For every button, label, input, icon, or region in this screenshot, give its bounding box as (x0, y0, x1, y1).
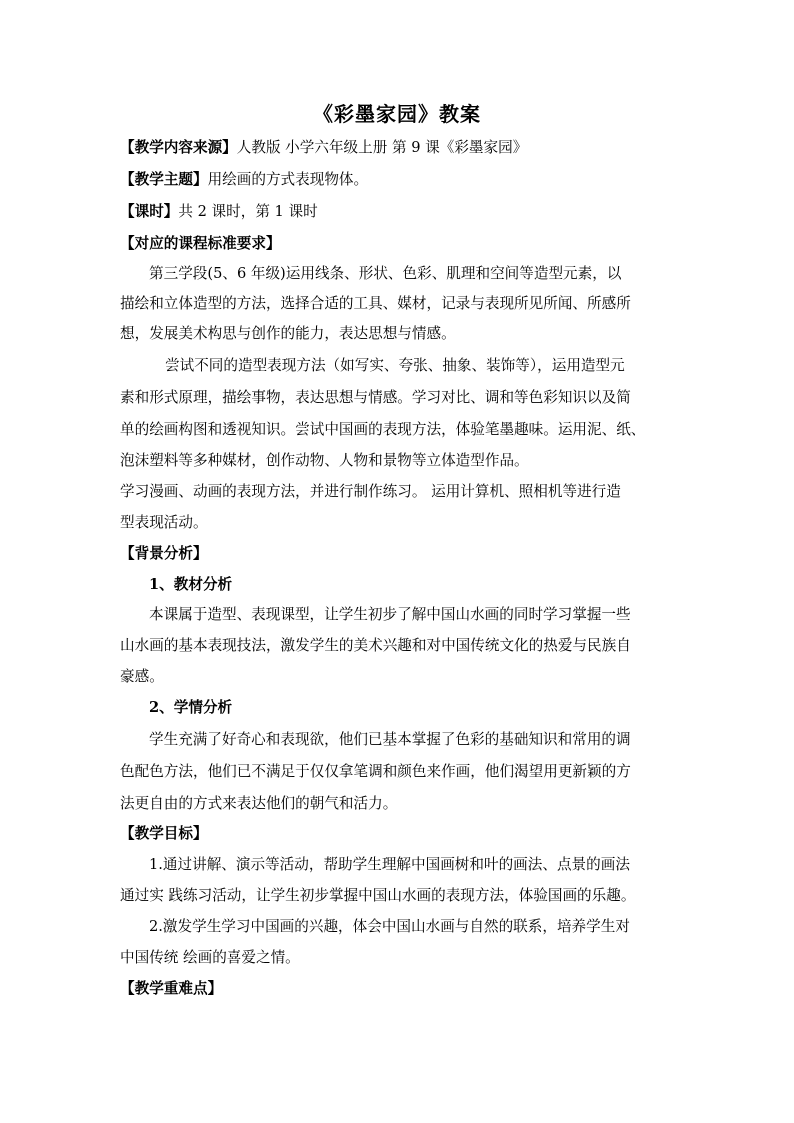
textbook-analysis-line: 本课属于造型、表现课型，让学生初步了解中国山水画的同时学习掌握一些 (149, 606, 631, 623)
standards-para1-line: 第三学段(5、6 年级)运用线条、形状、色彩、肌理和空间等造型元素，以 (149, 265, 622, 282)
textbook-analysis-subheading: 1、教材分析 (149, 576, 233, 593)
hours-value: 共 2 课时，第 1 课时 (178, 203, 318, 220)
standards-para2-line: 素和形式原理，描绘事物，表达思想与情感。学习对比、调和等色彩知识以及简 (120, 389, 631, 406)
source-label: 【教学内容来源】 (120, 139, 237, 156)
standards-para2-line: 单的绘画构图和透视知识。尝试中国画的表现方法，体验笔墨趣味。运用泥、纸、 (120, 421, 646, 438)
standards-para3-line: 型表现活动。 (120, 514, 208, 531)
standards-para2-line: 尝试不同的造型表现方法（如写实、夸张、抽象、装饰等），运用造型元 (165, 357, 625, 374)
goal-item-line: 1.通过讲解、演示等活动，帮助学生理解中国画树和叶的画法、点景的画法 (149, 856, 630, 873)
standards-para1-line: 想，发展美术构思与创作的能力，表达思想与情感。 (120, 325, 456, 342)
background-heading: 【背景分析】 (120, 545, 208, 562)
theme-value: 用绘画的方式表现物体。 (207, 171, 369, 188)
student-analysis-line: 法更自由的方式来表达他们的朝气和活力。 (120, 795, 398, 812)
theme-line (120, 170, 680, 190)
document-title: 《彩墨家园》教案 (313, 102, 481, 126)
student-analysis-subheading: 2、学情分析 (149, 699, 233, 716)
textbook-analysis-line: 山水画的基本表现技法，激发学生的美术兴趣和对中国传统文化的热爱与民族自 (120, 637, 631, 654)
student-analysis-line: 学生充满了好奇心和表现欲，他们已基本掌握了色彩的基础知识和常用的调 (149, 731, 631, 748)
source-line (120, 138, 680, 158)
standards-heading: 【对应的课程标准要求】 (120, 235, 281, 252)
hours-label: 【课时】 (120, 203, 179, 220)
goal-item-line: 2.激发学生学习中国画的兴趣，体会中国山水画与自然的联系，培养学生对 (149, 918, 630, 935)
student-analysis-line: 色配色方法，他们已不满足于仅仅拿笔调和颜色来作画，他们渴望用更新颖的方 (120, 763, 631, 780)
textbook-analysis-line: 豪感。 (120, 668, 164, 685)
goal-item-line: 通过实 践练习活动，让学生初步掌握中国山水画的表现方法，体验国画的乐趣。 (120, 887, 636, 904)
hours-line (120, 202, 680, 222)
standards-para3-line: 学习漫画、动画的表现方法，并进行制作练习。 运用计算机、照相机等进行造 (120, 483, 621, 500)
standards-para2-line: 泡沫塑料等多种媒材，创作动物、人物和景物等立体造型作品。 (120, 452, 529, 469)
goals-heading: 【教学目标】 (120, 825, 208, 842)
source-value: 人教版 小学六年级上册 第 9 课《彩墨家园》 (236, 139, 528, 156)
theme-label: 【教学主题】 (120, 171, 208, 188)
standards-para1-line: 描绘和立体造型的方法，选择合适的工具、媒材，记录与表现所见所闻、所感所 (120, 295, 631, 312)
goal-item-line: 中国传统 绘画的喜爱之情。 (120, 949, 300, 966)
key-points-heading: 【教学重难点】 (120, 980, 223, 997)
